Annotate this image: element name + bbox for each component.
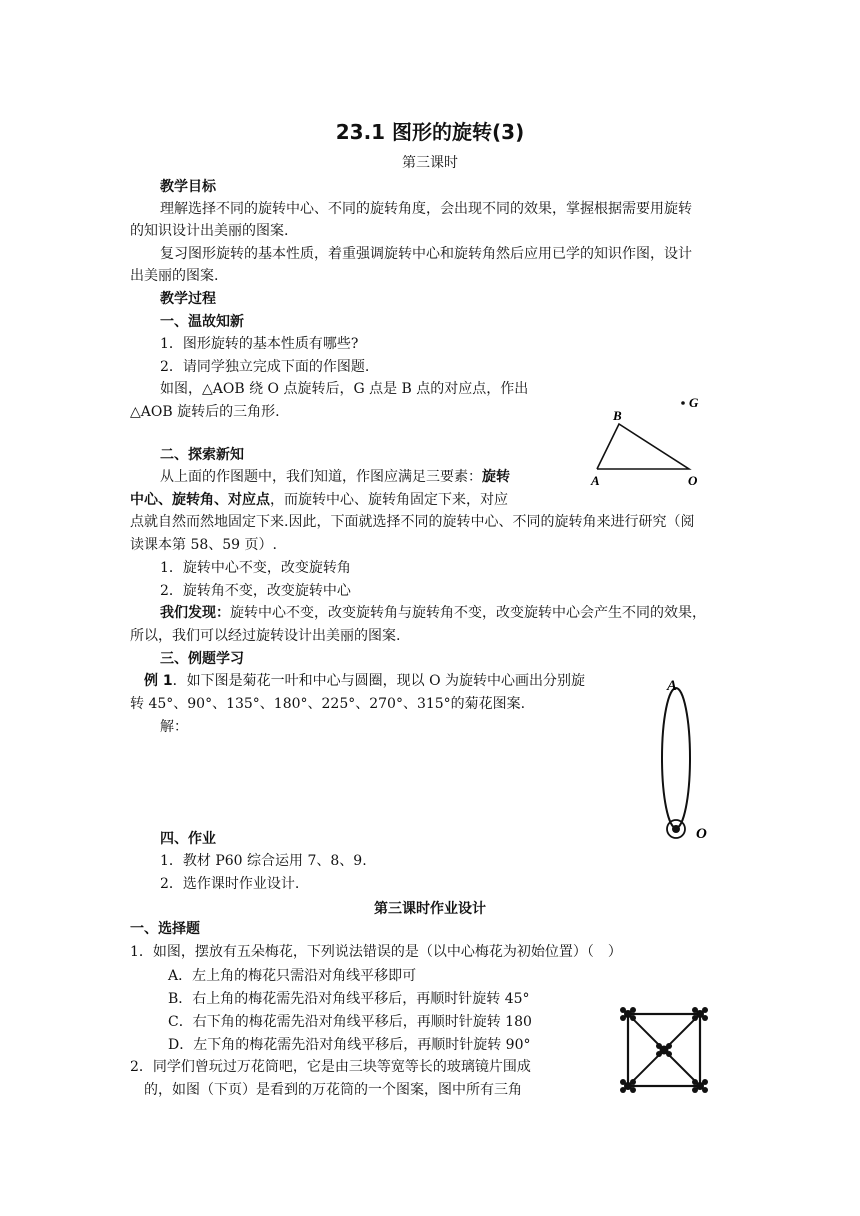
section-1-heading: 一、温故知新: [160, 314, 244, 330]
review-q3a: 如图，△AOB 绕 O 点旋转后，G 点是 B 点的对应点，作出: [160, 381, 529, 397]
explore-line1-bold: 旋转: [482, 469, 510, 485]
label-o: O: [696, 826, 707, 842]
example-label: 例 1: [144, 673, 173, 689]
explore-line1-text: 从上面的作图题中，我们知道，作图应满足三要素：: [160, 469, 482, 485]
finding-line1: [160, 602, 706, 624]
triangle-figure: [585, 388, 715, 488]
solution-label: 解：: [160, 719, 188, 735]
option-a: A．左上角的梅花只需沿对角线平移即可: [168, 968, 417, 984]
goals-p1b: 的知识设计出美丽的图案.: [130, 223, 289, 239]
leaf-petal: [662, 688, 690, 828]
example-line1: [144, 670, 585, 692]
explore-item1: 1．旋转中心不变，改变旋转角: [160, 560, 351, 576]
section-3-heading: 三、例题学习: [160, 651, 244, 667]
homework-q2a: 2．同学们曾玩过万花筒吧，它是由三块等宽等长的玻璃镜片围成: [130, 1059, 531, 1075]
process-heading: 教学过程: [160, 291, 216, 307]
finding-line2: 所以，我们可以经过旋转设计出美丽的图案.: [130, 628, 401, 644]
plum-blossom-figure: [618, 1004, 712, 1096]
section-2-heading: 二、探索新知: [160, 447, 244, 463]
homework-item1: 1．教材 P60 综合运用 7、8、9.: [160, 853, 367, 869]
page-subtitle: 第三课时: [402, 155, 458, 171]
explore-line4: 读课本第 58、59 页）.: [130, 537, 277, 553]
example-text: ．如下图是菊花一叶和中心与圆圈，现以 O 为旋转中心画出分别旋: [172, 673, 586, 689]
explore-line3: 点就自然而然地固定下来.因此，下面就选择不同的旋转中心、不同的旋转角来进行研究（阅: [130, 514, 695, 530]
triangle-aob: [597, 424, 689, 469]
label-a: A: [591, 473, 600, 488]
explore-line2-text: ，而旋转中心、旋转角固定下来，对应: [270, 492, 508, 508]
review-q2: 2．请同学独立完成下面的作图题.: [160, 359, 370, 375]
leaf-figure: [650, 670, 720, 845]
explore-line2: [130, 489, 508, 511]
goals-heading: 教学目标: [160, 179, 216, 195]
label-b: B: [613, 408, 622, 423]
review-q3b: △AOB 旋转后的三角形.: [130, 404, 280, 420]
explore-line1: [160, 466, 510, 488]
blossom-center: [656, 1043, 672, 1057]
explore-line2-bold: 中心、旋转角、对应点: [130, 492, 270, 508]
option-c: C．右下角的梅花需先沿对角线平移后，再顺时针旋转 180: [168, 1014, 532, 1030]
option-d: D．左下角的梅花需先沿对角线平移后，再顺时针旋转 90°: [168, 1037, 531, 1053]
homework-q1: 1．如图，摆放有五朵梅花，下列说法错误的是（以中心梅花为初始位置）（ ）: [130, 944, 622, 960]
label-o: O: [688, 473, 698, 488]
homework-q2b: 的，如图（下页）是看到的万花筒的一个图案，图中所有三角: [144, 1082, 522, 1098]
point-g: [681, 401, 685, 405]
center-dot: [672, 825, 680, 833]
label-g: G: [689, 395, 699, 410]
example-line2: 转 45°、90°、135°、180°、225°、270°、315°的菊花图案.: [130, 696, 526, 712]
homework-item2: 2．选作课时作业设计.: [160, 876, 300, 892]
homework-design-title: 第三课时作业设计: [374, 901, 486, 917]
review-q1: 1．图形旋转的基本性质有哪些?: [160, 336, 359, 352]
option-b: B．右上角的梅花需先沿对角线平移后，再顺时针旋转 45°: [168, 991, 530, 1007]
explore-item2: 2．旋转角不变，改变旋转中心: [160, 583, 351, 599]
finding-text: 旋转中心不变，改变旋转角与旋转角不变，改变旋转中心会产生不同的效果，: [230, 605, 706, 621]
label-a: A: [667, 678, 678, 694]
goals-p2b: 出美丽的图案.: [130, 268, 219, 284]
section-4-heading: 四、作业: [160, 831, 216, 847]
homework-section1: 一、选择题: [130, 921, 200, 937]
page-title: 23.1 图形的旋转(3): [335, 120, 525, 144]
finding-bold: 我们发现：: [160, 605, 230, 621]
goals-p1a: 理解选择不同的旋转中心、不同的旋转角度，会出现不同的效果，掌握根据需要用旋转: [160, 201, 692, 217]
goals-p2a: 复习图形旋转的基本性质，着重强调旋转中心和旋转角然后应用已学的知识作图，设计: [160, 246, 692, 262]
